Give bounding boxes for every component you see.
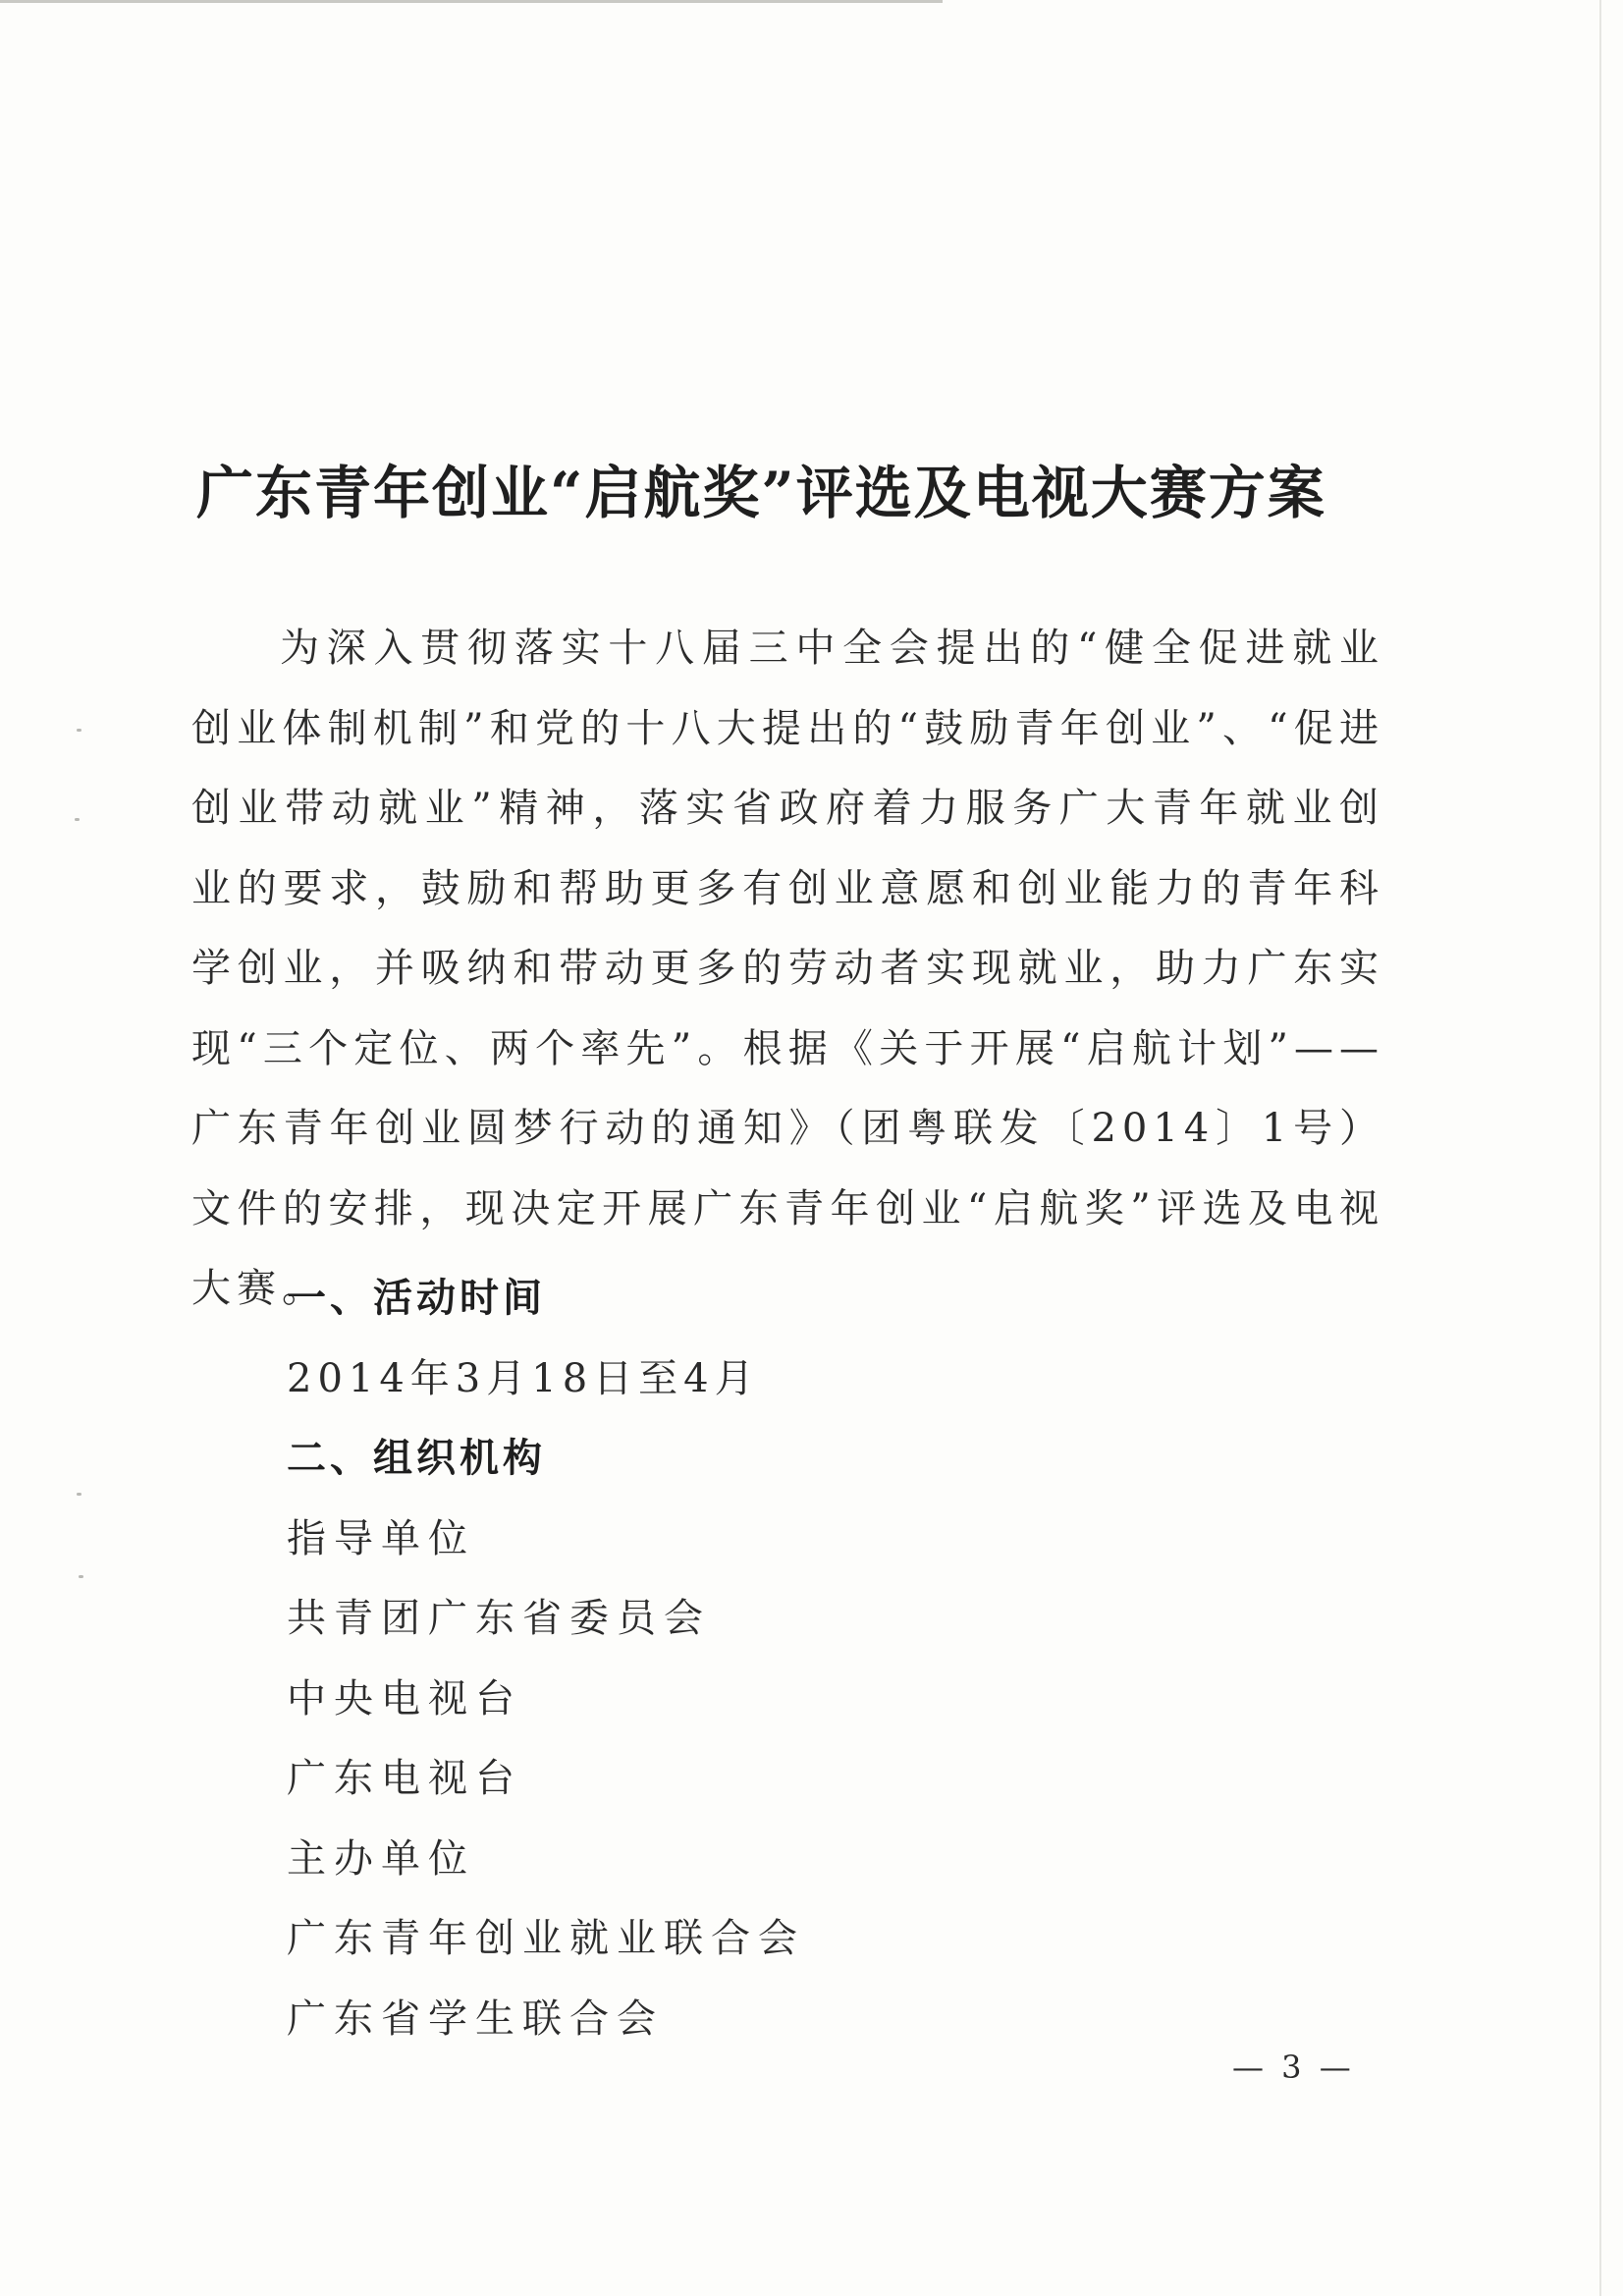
- document-title: 广东青年创业“启航奖”评选及电视大赛方案: [196, 460, 1326, 526]
- scan-speck: [77, 729, 81, 732]
- section2-heading: 二、组织机构: [287, 1435, 546, 1481]
- scan-speck: [77, 1493, 81, 1496]
- intro-paragraph: 为深入贯彻落实十八届三中全会提出的“健全促进就业创业体制机制”和党的十八大提出的“鼓励青年创业”、“促进创业带动就业”精神，落实省政府着力服务广大青年就业创业的要求，鼓励和帮助更多有创业意愿和创业能力的青年科学创业，并吸纳和带动更多的劳动者实现就业，助力广东实现“三个定位、两个率先”。根据《关于开展“启航计划”——广东青年创业圆梦行动的通知》（团粤联发〔2014〕1号）文件的安排，现决定开展广东青年创业“启航奖”评选及电视大赛。: [191, 626, 1384, 1311]
- section1-heading: 一、活动时间: [287, 1275, 546, 1321]
- guidance-unit: 广东电视台: [287, 1756, 522, 1801]
- guidance-label: 指导单位: [287, 1516, 475, 1561]
- scan-speck: [75, 818, 80, 821]
- guidance-unit: 中央电视台: [287, 1676, 522, 1722]
- host-unit: 广东青年创业就业联合会: [287, 1916, 805, 1961]
- page-number: — 3 —: [1232, 2049, 1355, 2086]
- scan-edge-right: [1599, 0, 1601, 2296]
- scan-edge-top: [0, 0, 943, 3]
- host-label: 主办单位: [287, 1836, 475, 1882]
- activity-time: 2014年3月18日至4月: [287, 1356, 760, 1401]
- scan-speck: [79, 1575, 83, 1578]
- guidance-unit: 共青团广东省委员会: [287, 1596, 711, 1641]
- host-unit: 广东省学生联合会: [287, 1996, 664, 2042]
